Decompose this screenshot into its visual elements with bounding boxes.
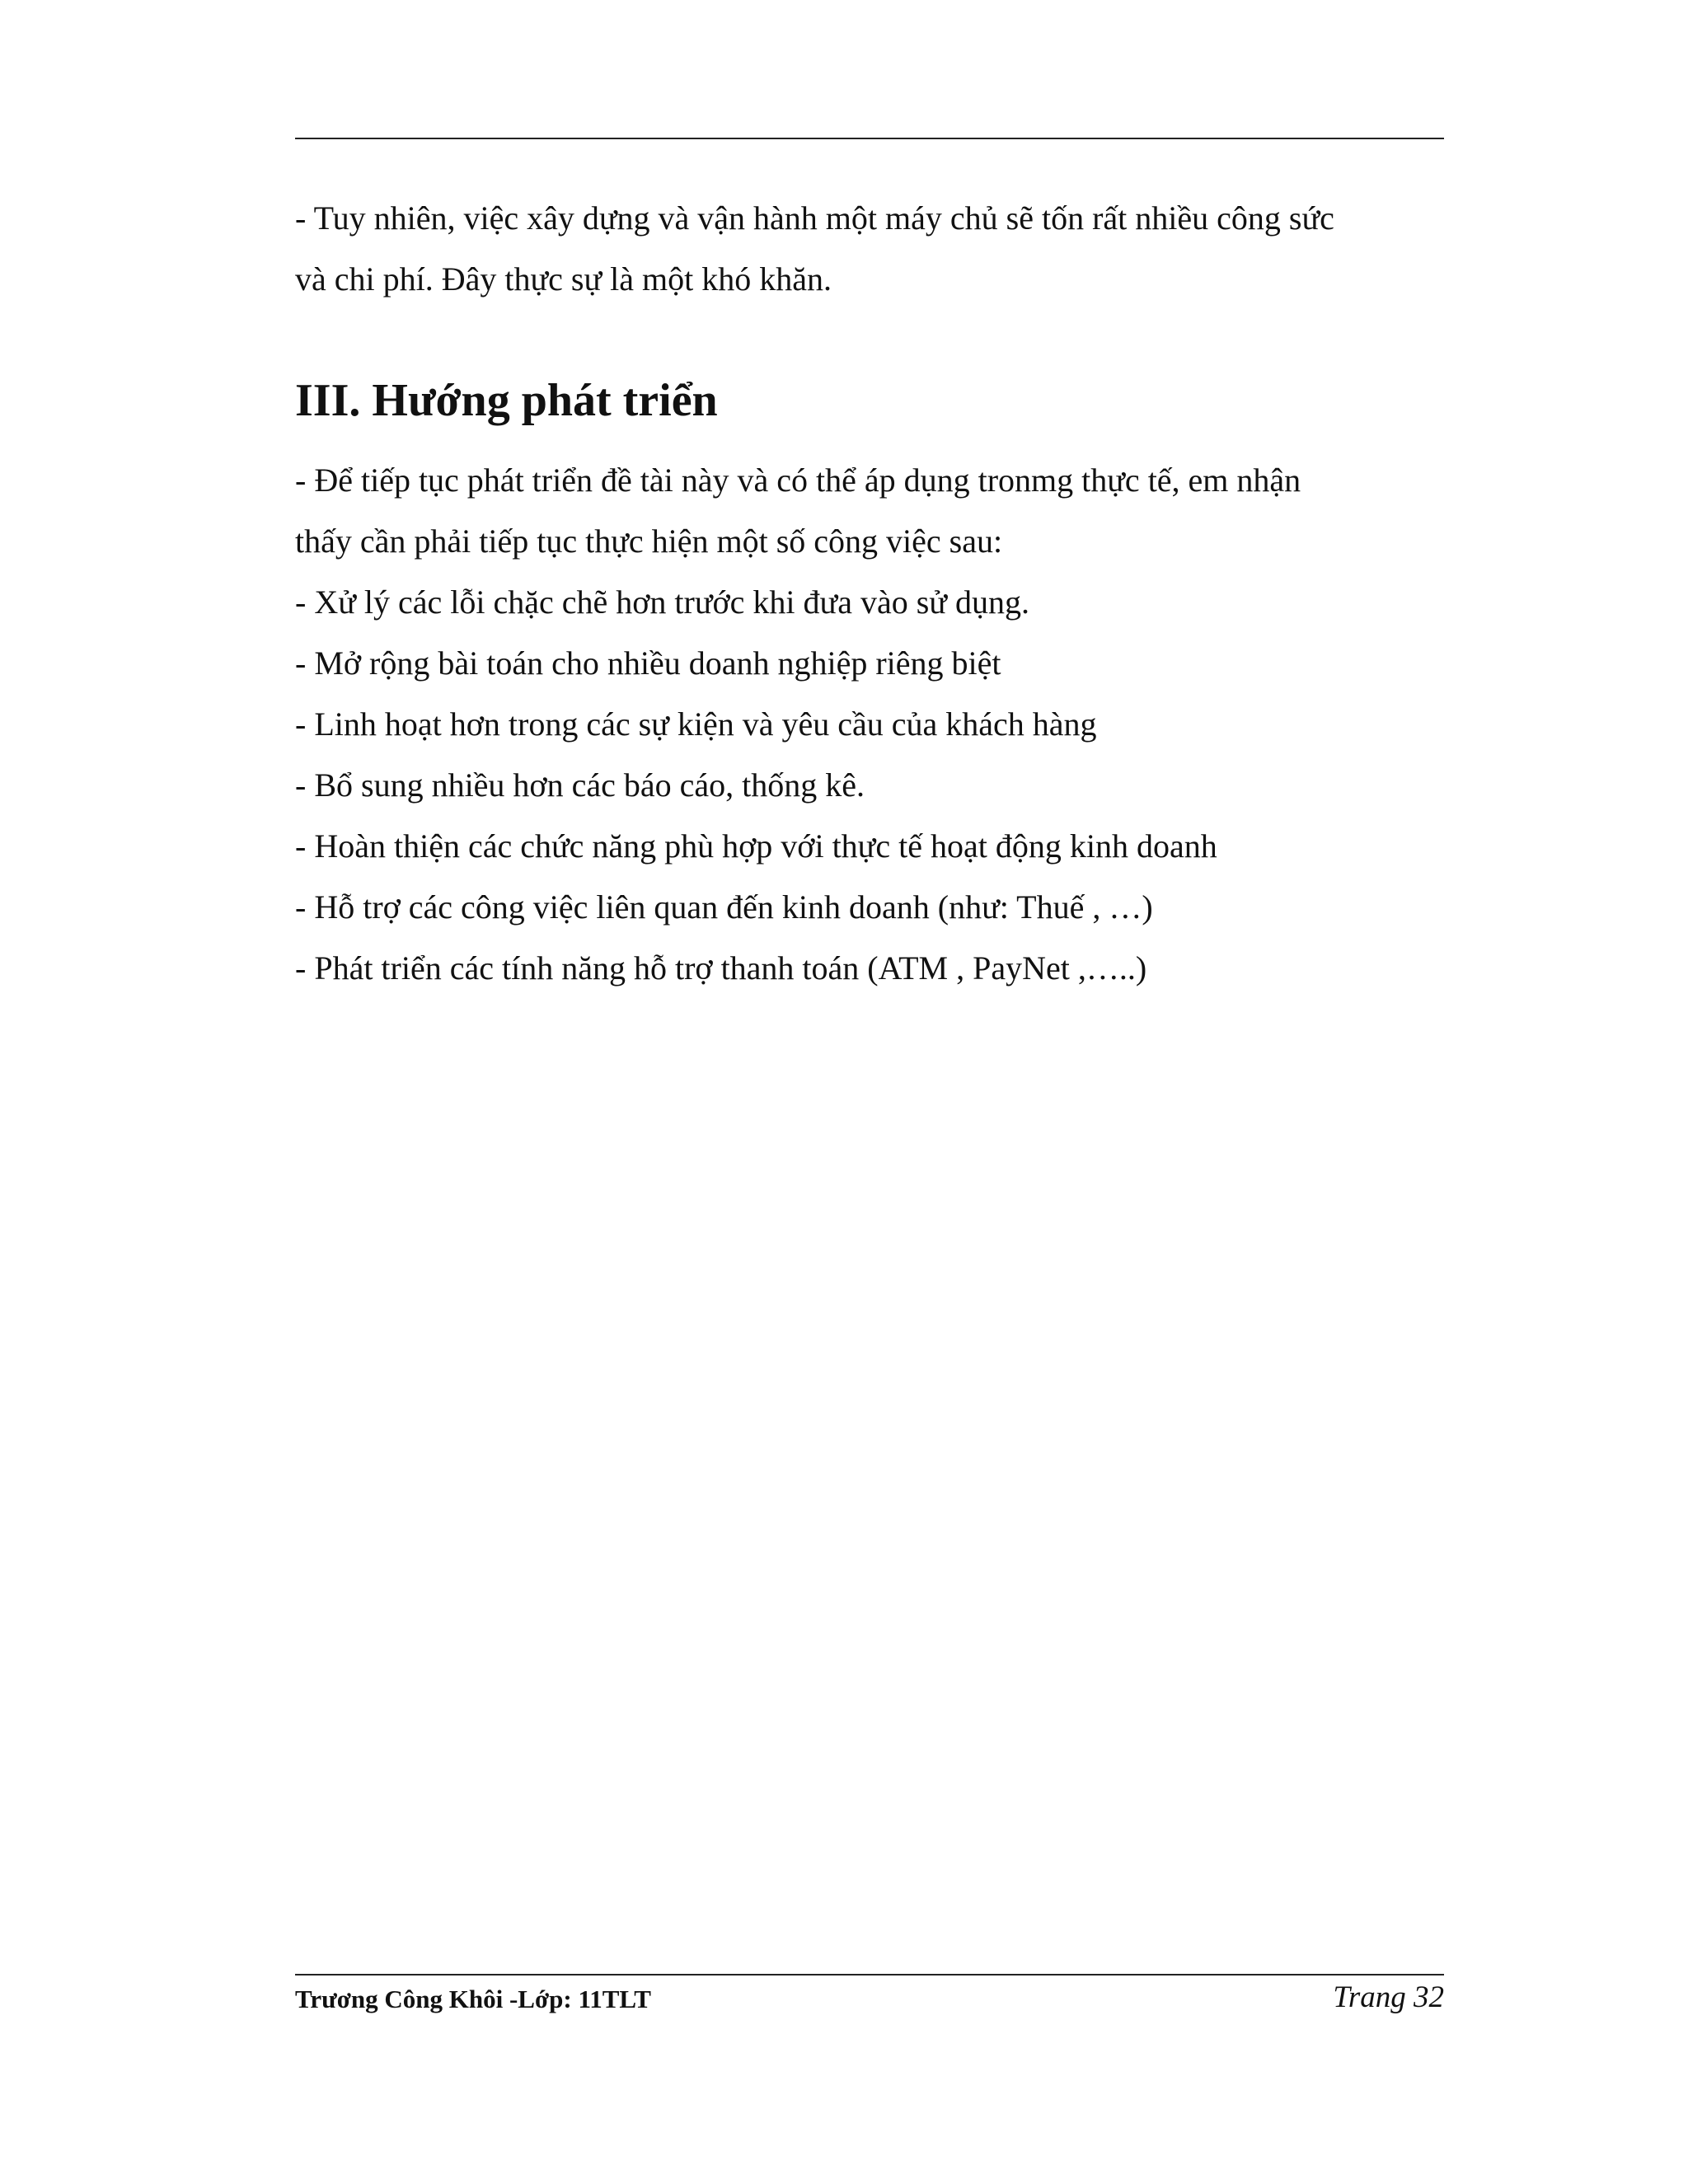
page-number: Trang 32 [1333, 1980, 1444, 2014]
list-item: - Để tiếp tục phát triển đề tài này và có thể áp dụng tronmg thực tế, em nhận [295, 462, 1301, 499]
footer-rule [295, 1974, 1444, 1975]
development-list [295, 450, 1444, 999]
footer-author: Trương Công Khôi -Lớp: 11TLT [295, 1985, 651, 2013]
header-rule [295, 138, 1444, 139]
list-item: - Phát triển các tính năng hỗ trợ thanh toán (ATM , PayNet ,…..) [295, 949, 1147, 987]
list-item: - Mở rộng bài toán cho nhiều doanh nghiệp riêng biệt [295, 644, 1001, 682]
list-item: - Xử lý các lỗi chặc chẽ hơn trước khi đưa vào sử dụng. [295, 583, 1029, 621]
paragraph-line: - Tuy nhiên, việc xây dựng và vận hành một máy chủ sẽ tốn rất nhiều công sức [295, 199, 1334, 237]
section-heading: III. Hướng phát triển [295, 375, 718, 426]
list-item: - Linh hoạt hơn trong các sự kiện và yêu cầu của khách hàng [295, 705, 1097, 743]
list-item: - Bổ sung nhiều hơn các báo cáo, thống kê. [295, 766, 865, 804]
list-item: - Hoàn thiện các chức năng phù hợp với thực tế hoạt động kinh doanh [295, 827, 1217, 865]
paragraph-line: và chi phí. Đây thực sự là một khó khăn. [295, 260, 832, 298]
intro-paragraph [295, 188, 1444, 310]
list-item: thấy cần phải tiếp tục thực hiện một số công việc sau: [295, 523, 1003, 560]
list-item: - Hỗ trợ các công việc liên quan đến kinh doanh (như: Thuế , …) [295, 888, 1153, 926]
